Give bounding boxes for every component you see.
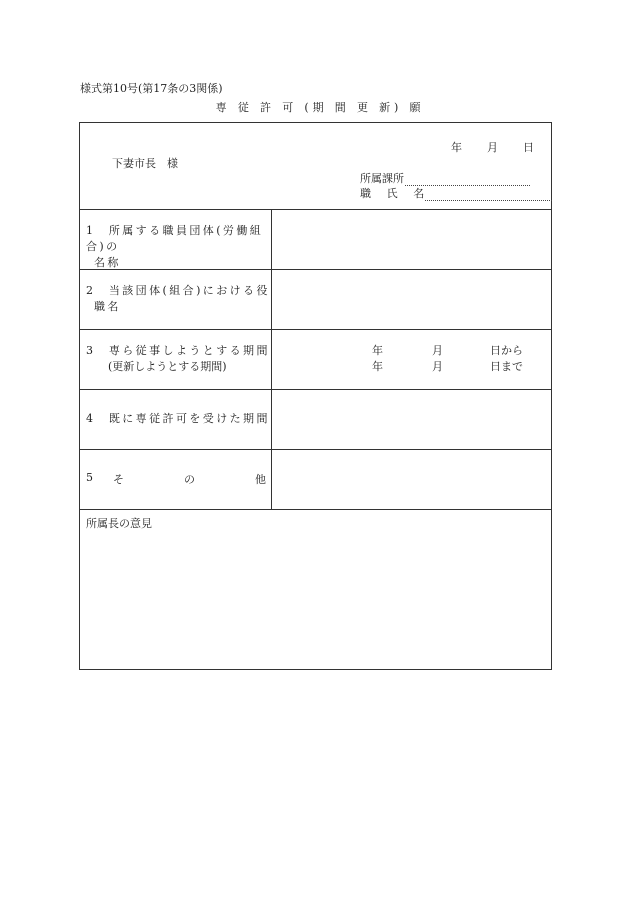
period-to-line bbox=[372, 359, 550, 375]
form-header-block bbox=[80, 123, 551, 210]
row-label-part: 他 bbox=[255, 473, 266, 486]
row-label-line2: (更新しようとする期間) bbox=[108, 360, 227, 373]
name-dotted-line[interactable] bbox=[425, 190, 552, 201]
addressee: 下妻市長 様 bbox=[112, 157, 178, 170]
period-grid bbox=[372, 343, 550, 375]
form-title: 専 従 許 可 (期 間 更 新) 願 bbox=[215, 101, 425, 114]
date-line bbox=[451, 139, 533, 155]
date-month-label: 月 bbox=[487, 141, 498, 154]
period-to-year: 年 bbox=[372, 360, 383, 373]
name-field[interactable] bbox=[360, 185, 552, 201]
period-from-year: 年 bbox=[372, 344, 383, 357]
row-label-cell bbox=[80, 329, 272, 389]
period-to-day: 日まで bbox=[490, 360, 523, 373]
row-label-line1: 1 所属する職員団体(労働組合)の bbox=[86, 224, 264, 253]
row-label-cell bbox=[80, 269, 272, 329]
row-label-line1: 2 当該団体(組合)における役 bbox=[86, 284, 270, 297]
name-label: 職 氏 名 bbox=[360, 187, 431, 200]
row-union-position bbox=[80, 269, 551, 330]
row-label-part: の bbox=[184, 473, 195, 486]
other-input-cell[interactable] bbox=[272, 449, 551, 509]
previous-permission-input-cell[interactable] bbox=[272, 389, 551, 449]
row-dedicated-period bbox=[80, 329, 551, 390]
period-from-month: 月 bbox=[432, 344, 443, 357]
date-year-label: 年 bbox=[451, 141, 462, 154]
row-label-part: そ bbox=[113, 473, 124, 486]
supervisor-opinion-label: 所属長の意見 bbox=[86, 517, 152, 530]
row-label-line1: 4 既に専従許可を受けた期間 bbox=[86, 412, 270, 425]
period-from-line bbox=[372, 343, 550, 359]
row-label-cell bbox=[80, 449, 272, 509]
period-to-month: 月 bbox=[432, 360, 443, 373]
date-day-label: 日 bbox=[523, 141, 534, 154]
union-position-input-cell[interactable] bbox=[272, 269, 551, 329]
row-label-line1: 3 専ら従事しようとする期間 bbox=[86, 344, 270, 357]
union-name-input-cell[interactable] bbox=[272, 209, 551, 269]
row-label-line2: 名称 bbox=[94, 256, 121, 269]
row-label-cell bbox=[80, 209, 272, 269]
period-input-cell[interactable] bbox=[272, 329, 551, 389]
row-label-number: 5 bbox=[86, 471, 93, 484]
row-other bbox=[80, 449, 551, 510]
row-label-cell bbox=[80, 389, 272, 449]
row-union-name bbox=[80, 209, 551, 270]
row-label-other bbox=[86, 471, 266, 487]
row-label-line2: 職名 bbox=[94, 300, 121, 313]
application-form-table bbox=[79, 122, 552, 670]
department-field[interactable] bbox=[360, 170, 530, 186]
row-previous-permission bbox=[80, 389, 551, 450]
period-from-day: 日から bbox=[490, 344, 523, 357]
department-label: 所属課所 bbox=[360, 172, 404, 185]
form-number: 様式第10号(第17条の3関係) bbox=[80, 82, 223, 95]
